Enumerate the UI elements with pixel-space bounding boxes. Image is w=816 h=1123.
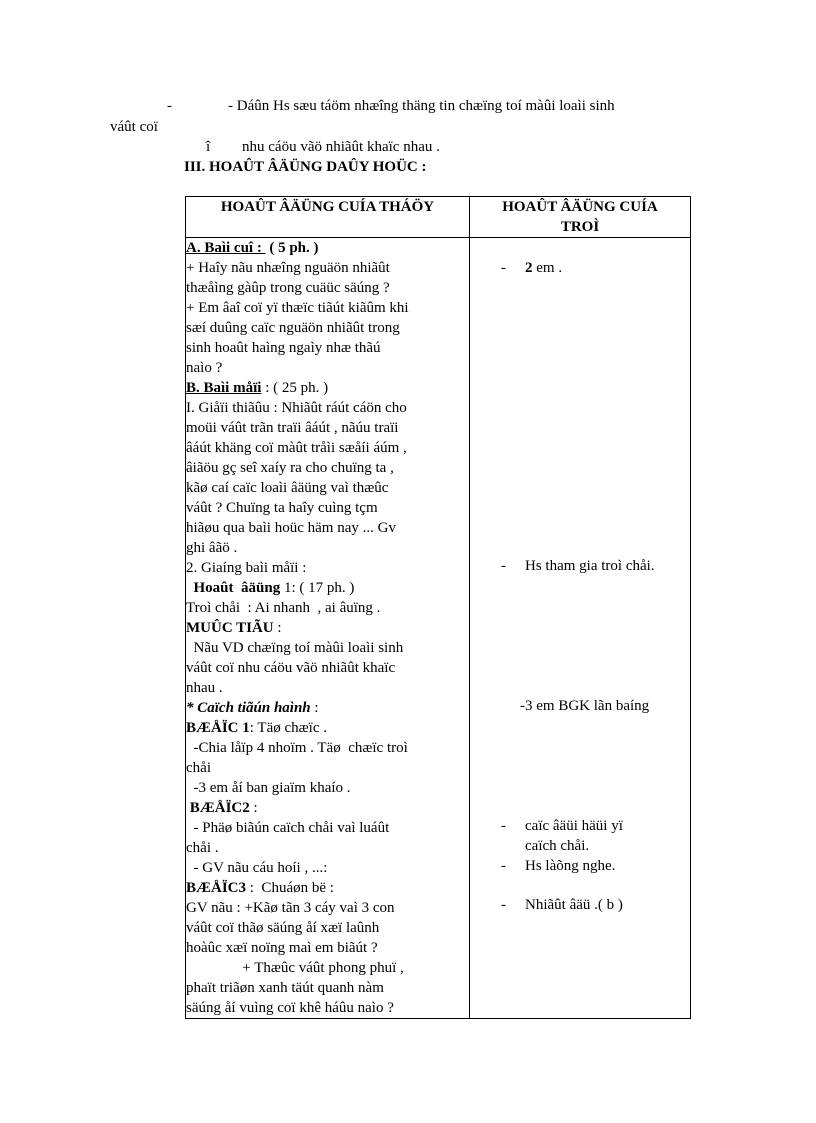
teacher-line: [186, 738, 469, 758]
teacher-line-text: A. Baìi cuî :: [186, 240, 266, 256]
teacher-line-text: moüi váût trãn traïi âáút , nãúu traïi: [186, 420, 399, 436]
teacher-line-text: + Haîy nãu nhæîng nguäön nhiãût: [186, 260, 390, 276]
teacher-line-text: + Em âaî coï yï thæïc tiãút kiãûm khi: [186, 300, 409, 316]
teacher-line: [186, 998, 469, 1018]
teacher-line: [186, 398, 469, 418]
teacher-line-text: hiãøu qua baìi hoüc häm nay ... Gv: [186, 520, 396, 536]
teacher-line: [186, 418, 469, 438]
student-activity-cell: [470, 238, 691, 1019]
student-item-2-dash: -: [501, 558, 506, 574]
header-teacher: HOAÛT ÂÄÜNG CUÍA THÁÖY: [186, 197, 470, 238]
teacher-line: [186, 458, 469, 478]
teacher-line: [186, 878, 469, 898]
teacher-line: [186, 858, 469, 878]
teacher-line: [186, 678, 469, 698]
teacher-line: [186, 298, 469, 318]
teacher-line: [186, 558, 469, 578]
section-title: III. HOAÛT ÂÄÜNG DAÛY HOÜC :: [184, 159, 427, 175]
teacher-line-text: phaït triãøn xanh täút quanh nàm: [186, 980, 384, 996]
teacher-line-text: nhau .: [186, 680, 223, 696]
activity-table: [185, 196, 691, 1019]
teacher-line: [186, 378, 469, 398]
teacher-line-text-cont: ( 5 ph. ): [265, 240, 319, 256]
teacher-line: [186, 338, 469, 358]
teacher-line: [186, 898, 469, 918]
teacher-line: [186, 438, 469, 458]
teacher-line: [186, 598, 469, 618]
student-item-4: caïc âäüi häüi yï: [525, 818, 623, 834]
teacher-line-text: -3 em åí ban giaïm khaío .: [186, 780, 351, 796]
teacher-line: [186, 638, 469, 658]
teacher-line: [186, 538, 469, 558]
teacher-line-text: Nãu VD chæïng toí màûi loaìi sinh: [186, 640, 404, 656]
teacher-line-text-cont: :: [273, 620, 282, 636]
teacher-line-text: váût coï nhu cáöu vãö nhiãût khaïc: [186, 660, 396, 676]
teacher-line-text: thæåìng gàûp trong cuäüc säúng ?: [186, 280, 390, 296]
teacher-line: [186, 798, 469, 818]
teacher-line: [186, 618, 469, 638]
student-item-6-dash: -: [501, 897, 506, 913]
teacher-line-text: - GV nãu cáu hoíi , ...:: [186, 860, 328, 876]
intro-line-3: nhu cáöu vãö nhiãût khaïc nhau .: [242, 139, 440, 155]
teacher-line-text: säúng åí vuìng coï khê háûu naìo ?: [186, 1000, 394, 1016]
teacher-line-text: âiãöu gç seî xaíy ra cho chuïng ta ,: [186, 460, 394, 476]
teacher-line: [186, 958, 469, 978]
teacher-line: [186, 978, 469, 998]
teacher-line-text: váût coï thãø säúng åí xæï laûnh: [186, 920, 380, 936]
teacher-line: [186, 778, 469, 798]
teacher-line-text: - Phäø biãún caïch chåi vaì luáût: [186, 820, 390, 836]
teacher-line: [186, 918, 469, 938]
teacher-line-text: GV nãu : +Kãø tãn 3 cáy vaì 3 con: [186, 900, 395, 916]
teacher-line: [186, 838, 469, 858]
teacher-line-text: -Chia låïp 4 nhoïm . Täø chæïc troì: [186, 740, 408, 756]
teacher-line: [186, 938, 469, 958]
teacher-line-text: BÆÅÏC 1: [186, 720, 250, 736]
intro-line-1: - Dáûn Hs sæu táöm nhæîng thäng tin chæïng toí màûi loaìi sinh: [228, 98, 615, 114]
student-item-4-dash: -: [501, 818, 506, 834]
teacher-line: [186, 718, 469, 738]
teacher-line-text: kãø caí caïc loaìi âäüng vaì thæûc: [186, 480, 389, 496]
teacher-line-text-cont: 1: ( 17 ph. ): [280, 580, 355, 596]
teacher-line-text-cont: :: [310, 700, 319, 716]
teacher-line-text: hoàûc xæï noïng maì em biãút ?: [186, 940, 378, 956]
student-item-5: Hs làõng nghe.: [525, 858, 616, 874]
teacher-line: [186, 818, 469, 838]
teacher-line: [186, 498, 469, 518]
intro-dash: -: [167, 98, 172, 114]
intro-line-2: váût coï: [110, 119, 158, 135]
teacher-line-text: ghi âãö .: [186, 540, 238, 556]
teacher-line-text: Hoaût âäüng: [186, 580, 281, 596]
student-item-3: -3 em BGK lãn baíng: [520, 698, 650, 714]
student-item-2: Hs tham gia troì chåi.: [525, 558, 655, 574]
teacher-line: [186, 518, 469, 538]
teacher-line-text: MUÛC TIÃU: [186, 620, 274, 636]
teacher-line: [186, 578, 469, 598]
teacher-line-text: BÆÅÏC3: [186, 880, 247, 896]
teacher-line-text: âáút khäng coï màût tråìi sæåíi áúm ,: [186, 440, 407, 456]
teacher-line-text: I. Giåïi thiãûu : Nhiãût ráút cáön cho: [186, 400, 407, 416]
teacher-line-text: Troì chåi : Ai nhanh , ai âuïng .: [186, 600, 381, 616]
table-header-row: [186, 197, 691, 238]
teacher-line: [186, 278, 469, 298]
header-student: HOAÛT ÂÄÜNG CUÍA TROÌ: [470, 197, 691, 238]
teacher-line-text: chåi .: [186, 840, 219, 856]
teacher-line: [186, 358, 469, 378]
teacher-line: [186, 698, 469, 718]
teacher-line-text: B. Baìi måïi: [186, 380, 262, 396]
teacher-line: [186, 238, 469, 258]
teacher-line-text: * Caïch tiãún haình: [186, 700, 311, 716]
teacher-line-text: chåi: [186, 760, 211, 776]
teacher-line-text-cont: : ( 25 ph. ): [261, 380, 329, 396]
teacher-line-text: naìo ?: [186, 360, 223, 376]
teacher-line: [186, 658, 469, 678]
teacher-line: [186, 258, 469, 278]
teacher-activity-cell: [186, 238, 470, 1019]
teacher-line-text: sæí duûng caïc nguäön nhiãût trong: [186, 320, 400, 336]
teacher-line-text-cont: : Täø chæïc .: [249, 720, 327, 736]
student-item-5-dash: -: [501, 858, 506, 874]
table-body-row: [186, 238, 691, 1019]
teacher-line: [186, 758, 469, 778]
teacher-line-text-cont: :: [249, 800, 258, 816]
student-item-6: Nhiãût âäü .( b ): [525, 897, 623, 913]
teacher-line-text-cont: : Chuáøn bë :: [246, 880, 334, 896]
teacher-line-text: 2. Giaíng baìi måïi :: [186, 560, 307, 576]
teacher-line-text: váût ? Chuïng ta haîy cuìng tçm: [186, 500, 378, 516]
teacher-line-text: + Thæûc váût phong phuï ,: [186, 960, 404, 976]
teacher-line-text: BÆÅÏC2: [186, 800, 250, 816]
teacher-line: [186, 478, 469, 498]
student-item-1-dash: -: [501, 260, 506, 276]
student-item-1: 2 em .: [525, 260, 563, 276]
teacher-line: [186, 318, 469, 338]
teacher-line-text: sinh hoaût haìng ngaìy nhæ thãú: [186, 340, 381, 356]
student-item-4b: caïch chåi.: [525, 838, 590, 854]
intro-bullet: î: [206, 139, 211, 155]
